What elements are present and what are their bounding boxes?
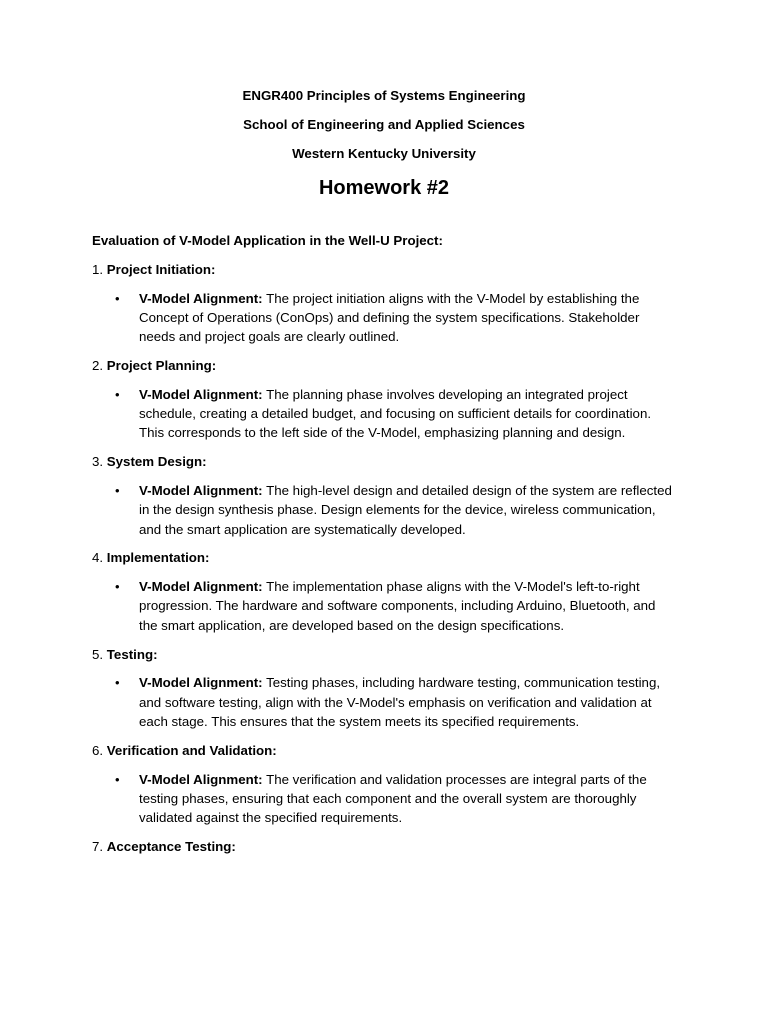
bullet-lead: V-Model Alignment: (139, 386, 263, 402)
bullet-lead: V-Model Alignment: (139, 675, 263, 691)
section-label: Project Planning: (106, 357, 217, 373)
section-heading (92, 452, 677, 471)
bullet-item (92, 385, 677, 443)
section-number: 4. (92, 550, 104, 566)
section-label: System Design: (106, 454, 207, 470)
bullet-lead: V-Model Alignment: (139, 290, 263, 306)
document-body (92, 231, 677, 866)
bullet-item (92, 673, 677, 731)
university-name: Western Kentucky University (292, 146, 476, 161)
bullet-text: The verification and validation processes are integral parts of the testing phases, ensuring that each component and the overall system are thoroughly validated against the specified requirements. (139, 771, 647, 826)
section-heading (92, 548, 677, 567)
section-label: Verification and Validation: (106, 742, 277, 758)
bullet-lead: V-Model Alignment: (139, 579, 263, 595)
section-number: 7. (92, 838, 104, 854)
section-heading (92, 741, 677, 760)
intro-heading: Evaluation of V-Model Application in the Well-U Project: (92, 233, 443, 248)
bullet-text: Testing phases, including hardware testing, communication testing, and software testing, align with the V-Model's emphasis on verification and validation at each stage. This ensures that the system meets its specified requirements. (139, 675, 661, 729)
bullet-lead: V-Model Alignment: (139, 482, 263, 498)
bullet-item (92, 770, 677, 828)
section-label: Project Initiation: (106, 261, 216, 277)
section-label: Testing: (106, 646, 158, 662)
section-number: 2. (92, 357, 104, 373)
bullet-item (92, 289, 677, 347)
section-label: Implementation: (106, 550, 210, 566)
bullet-item (92, 577, 677, 635)
course-title: ENGR400 Principles of Systems Engineering (242, 88, 526, 103)
section-heading (92, 260, 677, 279)
section-heading (92, 645, 677, 664)
bullet-icon: • (115, 771, 120, 787)
section-number: 1. (92, 261, 104, 277)
bullet-text: The planning phase involves developing an integrated project schedule, creating a detailed budget, and focusing on sufficient details for coordination. This corresponds to the left side of the V-Model, emphasizing planning and design. (139, 386, 652, 441)
bullet-icon: • (115, 482, 120, 498)
bullet-icon: • (115, 675, 120, 691)
section-heading (92, 356, 677, 375)
section-label: Acceptance Testing: (106, 838, 236, 854)
bullet-lead: V-Model Alignment: (139, 771, 263, 787)
bullet-icon: • (115, 579, 120, 595)
bullet-text: The implementation phase aligns with the V-Model's left-to-right progression. The hardware and software components, including Arduino, Bluetooth, and the smart application, are developed based on the design specifications. (139, 579, 656, 633)
bullet-item (92, 481, 677, 539)
bullet-icon: • (115, 386, 120, 402)
section-heading (92, 837, 677, 856)
school-name: School of Engineering and Applied Sciences (243, 117, 525, 132)
homework-title: Homework #2 (318, 177, 450, 199)
bullet-text: The project initiation aligns with the V-Model by establishing the Concept of Operations (ConOps) and defining the system specifications. Stakeholder needs and project goals are clearly outlined. (139, 290, 640, 345)
section-number: 6. (92, 742, 104, 758)
bullet-icon: • (115, 290, 120, 306)
bullet-text: The high-level design and detailed design of the system are reflected in the design synthesis phase. Design elements for the device, wireless communication, and the smart application are systematically developed. (139, 482, 672, 537)
section-number: 3. (92, 454, 104, 470)
section-number: 5. (92, 646, 104, 662)
